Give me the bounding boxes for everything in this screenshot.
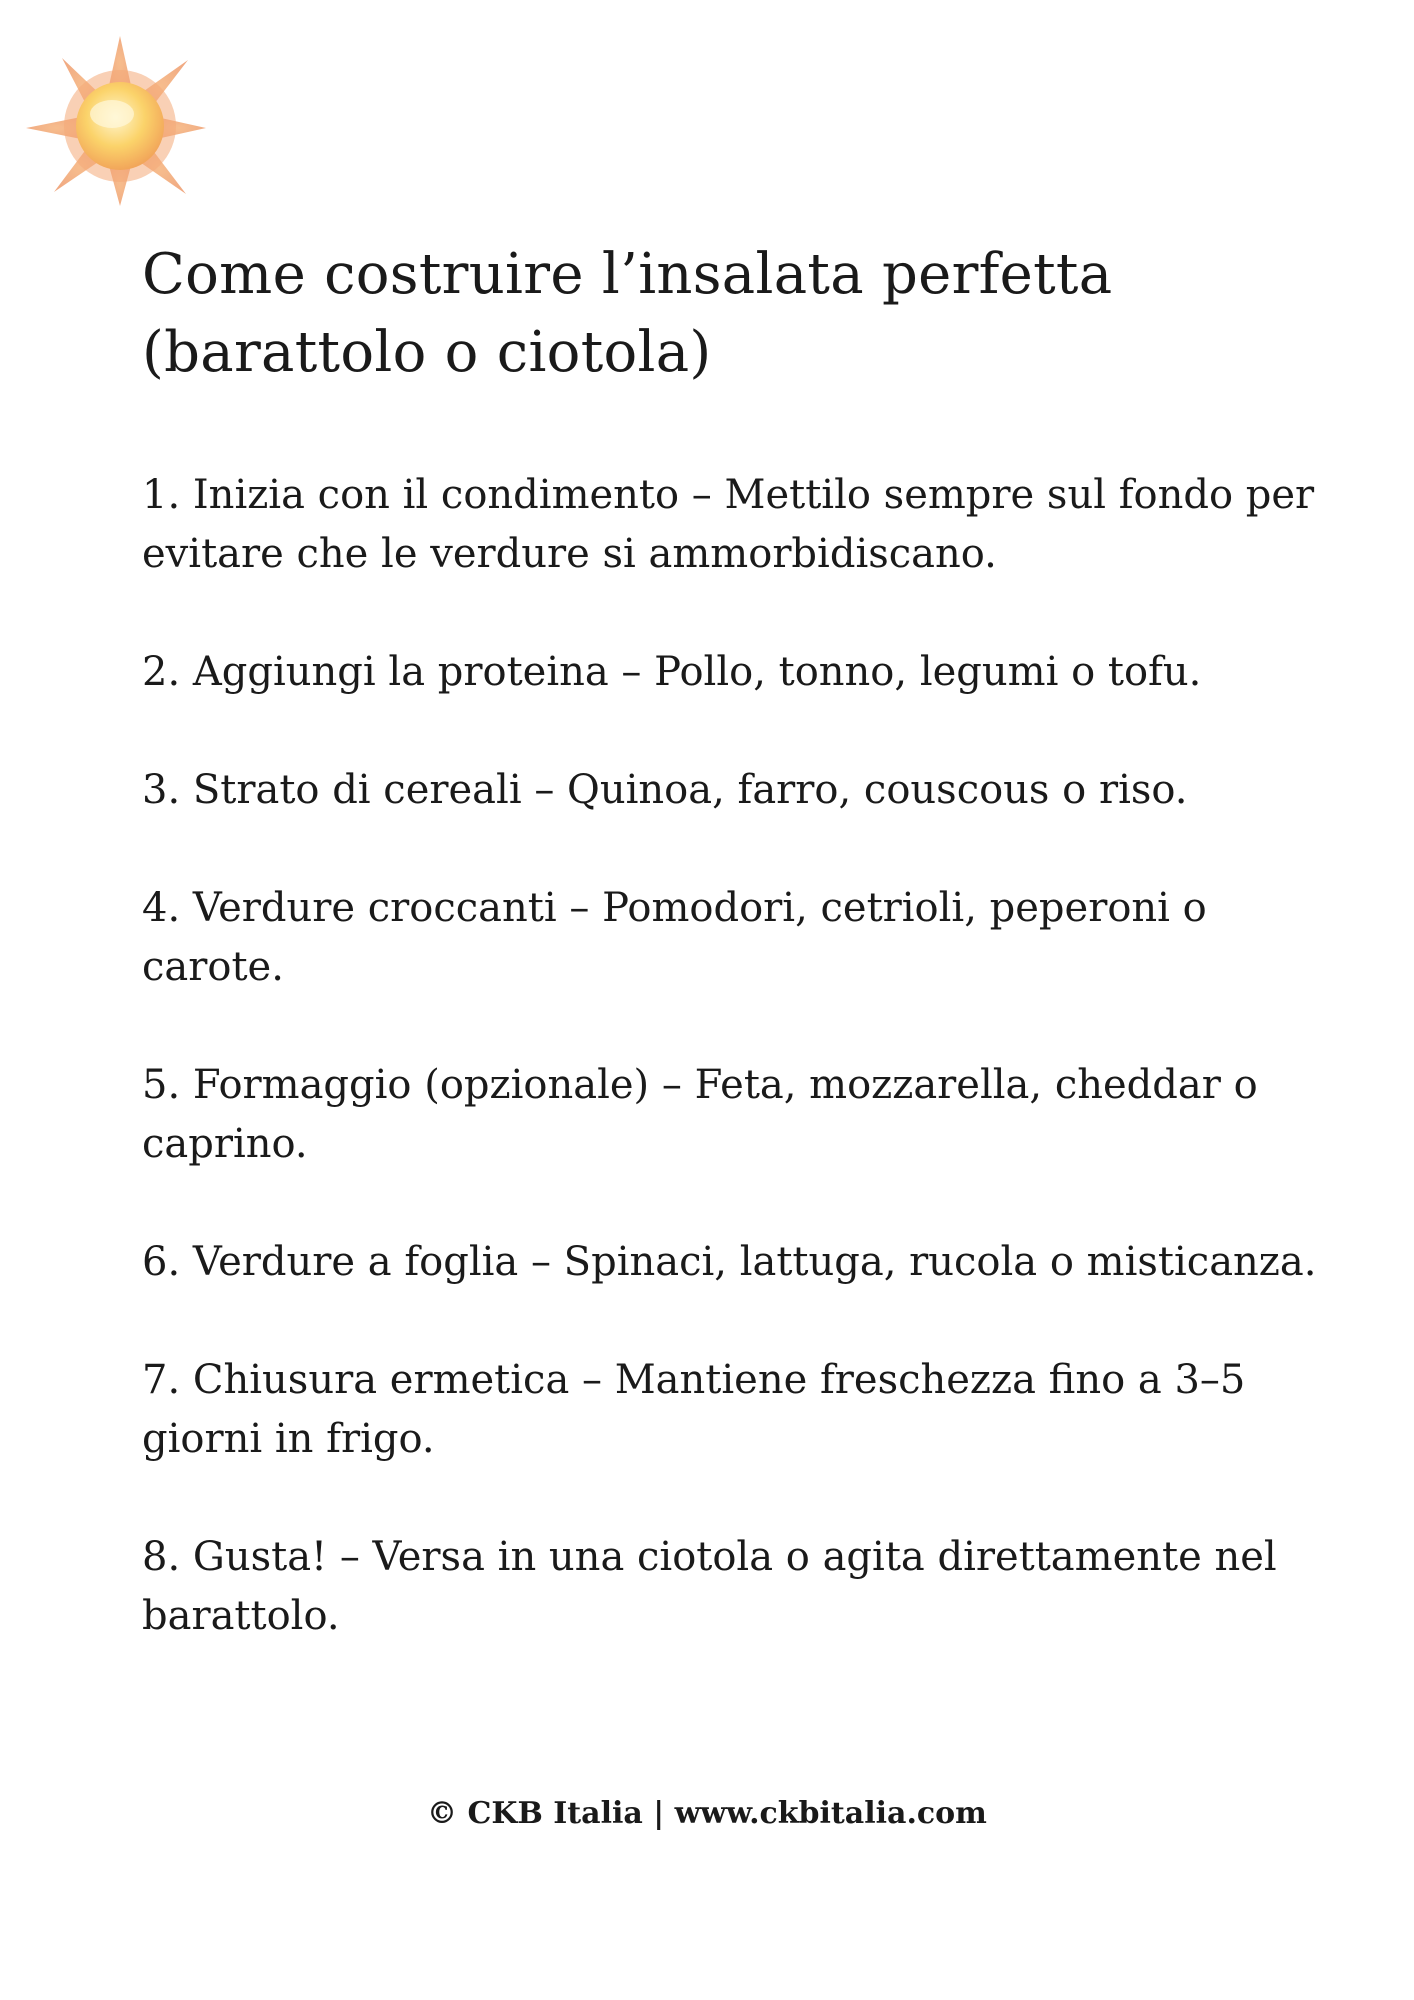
list-item: 2. Aggiungi la proteina – Pollo, tonno, legumi o tofu. xyxy=(142,649,1202,695)
list-item: 6. Verdure a foglia – Spinaci, lattuga, rucola o misticanza. xyxy=(142,1239,1317,1285)
sun-logo-icon xyxy=(20,28,220,218)
list-item: 8. Gusta! – Versa in una ciotola o agita direttamente nel barattolo. xyxy=(142,1534,1277,1639)
list-item: 5. Formaggio (opzionale) – Feta, mozzarella, cheddar o caprino. xyxy=(142,1062,1258,1167)
list-item: 7. Chiusura ermetica – Mantiene freschezza fino a 3–5 giorni in frigo. xyxy=(142,1357,1246,1462)
copyright-footer: © CKB Italia | www.ckbitalia.com xyxy=(427,1796,987,1831)
list-item: 1. Inizia con il condimento – Mettilo sempre sul fondo per evitare che le verdure si ammorbidiscano. xyxy=(142,472,1315,577)
page-title: Come costruire l’insalata perfetta (barattolo o ciotola) xyxy=(142,242,1113,385)
list-item: 3. Strato di cereali – Quinoa, farro, couscous o riso. xyxy=(142,767,1188,813)
list-item: 4. Verdure croccanti – Pomodori, cetrioli, peperoni o carote. xyxy=(142,885,1207,990)
steps-list xyxy=(142,466,1342,1646)
